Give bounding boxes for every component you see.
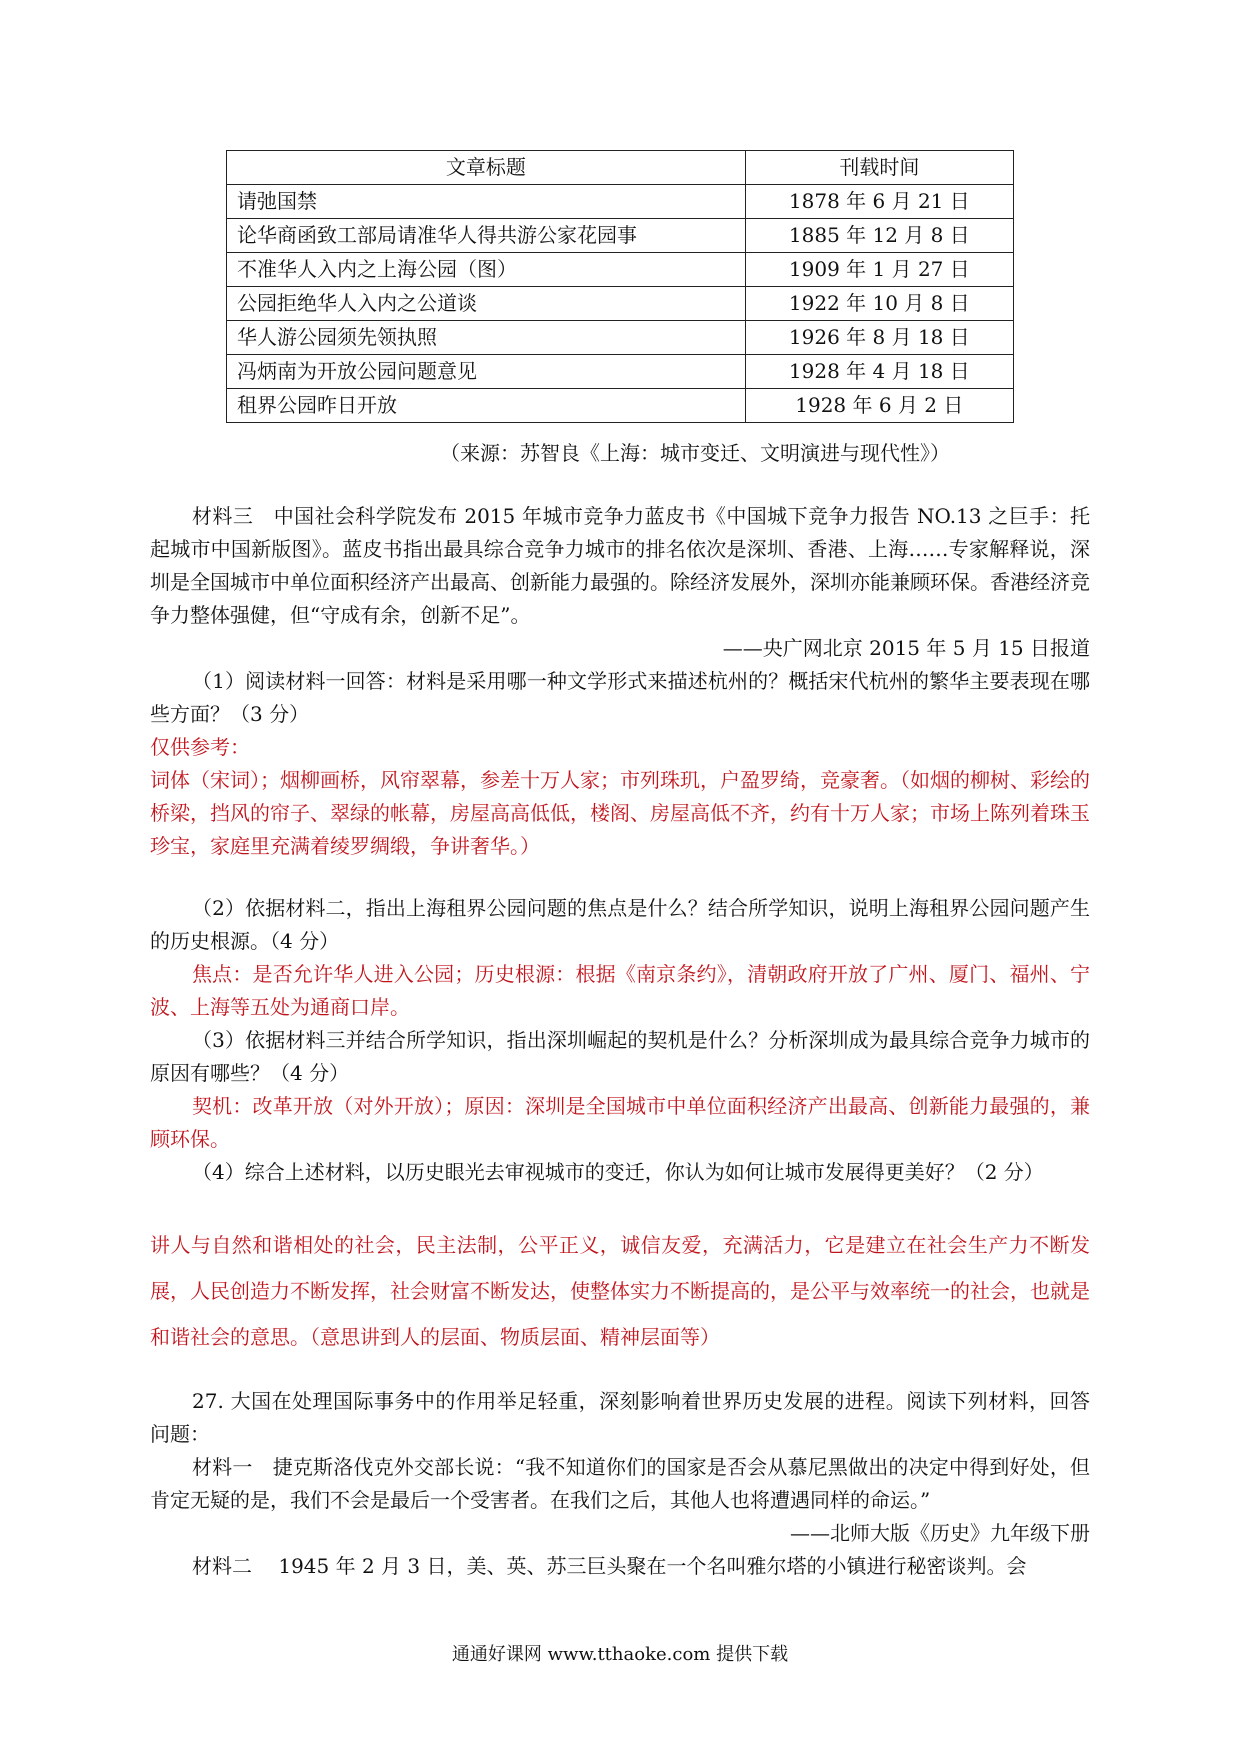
row-title: 不准华人入内之上海公园（图） xyxy=(227,253,746,287)
row-date: 1878 年 6 月 21 日 xyxy=(745,185,1013,219)
row-title: 冯炳南为开放公园问题意见 xyxy=(227,355,746,389)
question-3: （3）依据材料三并结合所学知识，指出深圳崛起的契机是什么？分析深圳成为最具综合竞争力城市的原因有哪些？（4 分） xyxy=(150,1028,1090,1085)
q27-material1-citation: ——北师大版《历史》九年级下册 xyxy=(790,1521,1090,1545)
table-row xyxy=(227,287,1014,321)
q27-material2: 材料二 1945 年 2 月 3 日，美、英、苏三巨头聚在一个名叫雅尔塔的小镇进行秘密谈判。会 xyxy=(192,1554,1027,1578)
material3-citation: ——央广网北京 2015 年 5 月 15 日报道 xyxy=(722,636,1090,660)
answer-1: 词体（宋词）；烟柳画桥，风帘翠幕，参差十万人家；市列珠玑，户盈罗绮，竞豪奢。（如烟的柳树、彩绘的桥梁，挡风的帘子、翠绿的帐幕，房屋高高低低，楼阁、房屋高低不齐，约有十万人家；市场上陈列着珠玉珍宝，家庭里充满着绫罗绸缎，争讲奢华。） xyxy=(150,768,1090,858)
answer-4: 讲人与自然和谐相处的社会，民主法制，公平正义，诚信友爱，充满活力，它是建立在社会生产力不断发展，人民创造力不断发挥，社会财富不断发达，使整体实力不断提高的，是公平与效率统一的社会，也就是和谐社会的意思。（意思讲到人的层面、物质层面、精神层面等） xyxy=(150,1233,1090,1349)
row-title: 公园拒绝华人入内之公道谈 xyxy=(227,287,746,321)
table-row xyxy=(227,253,1014,287)
material3-text: 材料三 中国社会科学院发布 2015 年城市竞争力蓝皮书《中国城下竞争力报告 NO.13 之巨手：托起城市中国新版图》。蓝皮书指出最具综合竞争力城市的排名依次是深圳、香港、上海……专家解释说，深圳是全国城市中单位面积经济产出最高、创新能力最强的。除经济发展外，深圳亦能兼顾环保。香港经济竞争力整体强健，但“守成有余，创新不足”。 xyxy=(150,504,1090,627)
row-date: 1928 年 6 月 2 日 xyxy=(745,389,1013,423)
table-row xyxy=(227,219,1014,253)
header-publish-date: 刊载时间 xyxy=(745,151,1013,185)
row-date: 1909 年 1 月 27 日 xyxy=(745,253,1013,287)
row-date: 1928 年 4 月 18 日 xyxy=(745,355,1013,389)
row-title: 论华商函致工部局请准华人得共游公家花园事 xyxy=(227,219,746,253)
row-date: 1926 年 8 月 18 日 xyxy=(745,321,1013,355)
q27-material1: 材料一 捷克斯洛伐克外交部长说：“我不知道你们的国家是否会从慕尼黑做出的决定中得到好处，但肯定无疑的是，我们不会是最后一个受害者。在我们之后，其他人也将遭遇同样的命运。” xyxy=(150,1455,1090,1512)
row-title: 租界公园昨日开放 xyxy=(227,389,746,423)
header-article-title: 文章标题 xyxy=(227,151,746,185)
reference-label: 仅供参考： xyxy=(150,735,250,759)
question-1: （1）阅读材料一回答：材料是采用哪一种文学形式来描述杭州的？概括宋代杭州的繁华主要表现在哪些方面？（3 分） xyxy=(150,669,1090,726)
page-footer: 通通好课网 www.tthaoke.com 提供下载 xyxy=(451,1644,789,1665)
table-header-row xyxy=(227,151,1014,185)
table-source: （来源：苏智良《上海：城市变迁、文明演进与现代性》） xyxy=(440,441,950,465)
row-date: 1922 年 10 月 8 日 xyxy=(745,287,1013,321)
question-4: （4）综合上述材料，以历史眼光去审视城市的变迁，你认为如何让城市发展得更美好？（2 分） xyxy=(192,1160,1044,1184)
row-title: 华人游公园须先领执照 xyxy=(227,321,746,355)
table-row xyxy=(227,321,1014,355)
question-2: （2）依据材料二，指出上海租界公园问题的焦点是什么？结合所学知识，说明上海租界公园问题产生的历史根源。（4 分） xyxy=(150,896,1090,953)
answer-3: 契机：改革开放（对外开放）；原因：深圳是全国城市中单位面积经济产出最高、创新能力最强的，兼顾环保。 xyxy=(150,1094,1090,1151)
table-row xyxy=(227,185,1014,219)
row-date: 1885 年 12 月 8 日 xyxy=(745,219,1013,253)
row-title: 请弛国禁 xyxy=(227,185,746,219)
table-row xyxy=(227,355,1014,389)
question-27-intro: 27. 大国在处理国际事务中的作用举足轻重，深刻影响着世界历史发展的进程。阅读下列材料，回答问题： xyxy=(150,1389,1090,1446)
table-row xyxy=(227,389,1014,423)
answer-2: 焦点：是否允许华人进入公园；历史根源：根据《南京条约》，清朝政府开放了广州、厦门、福州、宁波、上海等五处为通商口岸。 xyxy=(150,962,1090,1019)
article-table xyxy=(226,150,1014,423)
